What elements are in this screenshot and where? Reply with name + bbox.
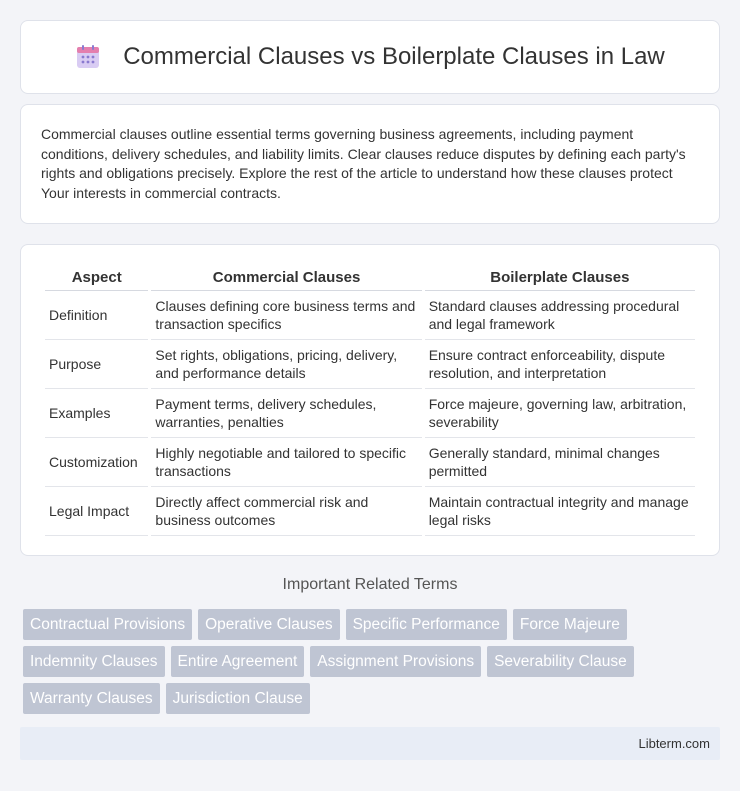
row-boilerplate: Generally standard, minimal changes permitted xyxy=(425,438,695,487)
tag-indemnity-clauses[interactable]: Indemnity Clauses xyxy=(23,646,165,677)
row-aspect: Definition xyxy=(45,291,148,340)
row-aspect: Examples xyxy=(45,389,148,438)
footer-brand-link[interactable]: Libterm.com xyxy=(638,736,710,751)
comparison-table xyxy=(42,265,698,536)
row-aspect: Customization xyxy=(45,438,148,487)
header-card xyxy=(20,20,720,94)
tag-operative-clauses[interactable]: Operative Clauses xyxy=(198,609,340,640)
tag-force-majeure[interactable]: Force Majeure xyxy=(513,609,627,640)
row-commercial: Directly affect commercial risk and business outcomes xyxy=(151,487,421,536)
table-row xyxy=(45,340,695,389)
column-header-boilerplate: Boilerplate Clauses xyxy=(425,265,695,291)
calendar-icon xyxy=(75,44,101,70)
tag-jurisdiction-clause[interactable]: Jurisdiction Clause xyxy=(166,683,310,714)
row-boilerplate: Force majeure, governing law, arbitration, severability xyxy=(425,389,695,438)
table-header-row xyxy=(45,265,695,291)
row-boilerplate: Standard clauses addressing procedural and legal framework xyxy=(425,291,695,340)
table-row xyxy=(45,487,695,536)
row-commercial: Set rights, obligations, pricing, delivery, and performance details xyxy=(151,340,421,389)
table-row xyxy=(45,389,695,438)
tag-entire-agreement[interactable]: Entire Agreement xyxy=(171,646,305,677)
column-header-commercial: Commercial Clauses xyxy=(151,265,421,291)
intro-card xyxy=(20,104,720,224)
row-boilerplate: Ensure contract enforceability, dispute resolution, and interpretation xyxy=(425,340,695,389)
related-terms-title: Important Related Terms xyxy=(282,576,458,593)
table-row xyxy=(45,438,695,487)
table-row xyxy=(45,291,695,340)
row-commercial: Clauses defining core business terms and transaction specifics xyxy=(151,291,421,340)
intro-text: Commercial clauses outline essential terms governing business agreements, including payment conditions, delivery schedules, and liability limits. Clear clauses reduce disputes by defining each party's rights and obligations precisely. Explore the rest of the article to understand how these clauses protect Your interests in commercial contracts. xyxy=(41,126,686,201)
row-boilerplate: Maintain contractual integrity and manage legal risks xyxy=(425,487,695,536)
page-title: Commercial Clauses vs Boilerplate Clauses in Law xyxy=(123,43,665,70)
tag-severability-clause[interactable]: Severability Clause xyxy=(487,646,634,677)
related-terms-tags xyxy=(23,609,703,720)
tag-assignment-provisions[interactable]: Assignment Provisions xyxy=(310,646,481,677)
row-commercial: Highly negotiable and tailored to specific transactions xyxy=(151,438,421,487)
row-commercial: Payment terms, delivery schedules, warranties, penalties xyxy=(151,389,421,438)
tag-contractual-provisions[interactable]: Contractual Provisions xyxy=(23,609,192,640)
tag-specific-performance[interactable]: Specific Performance xyxy=(346,609,507,640)
footer xyxy=(20,727,720,760)
row-aspect: Legal Impact xyxy=(45,487,148,536)
row-aspect: Purpose xyxy=(45,340,148,389)
comparison-card xyxy=(20,244,720,556)
tag-warranty-clauses[interactable]: Warranty Clauses xyxy=(23,683,160,714)
column-header-aspect: Aspect xyxy=(45,265,148,291)
